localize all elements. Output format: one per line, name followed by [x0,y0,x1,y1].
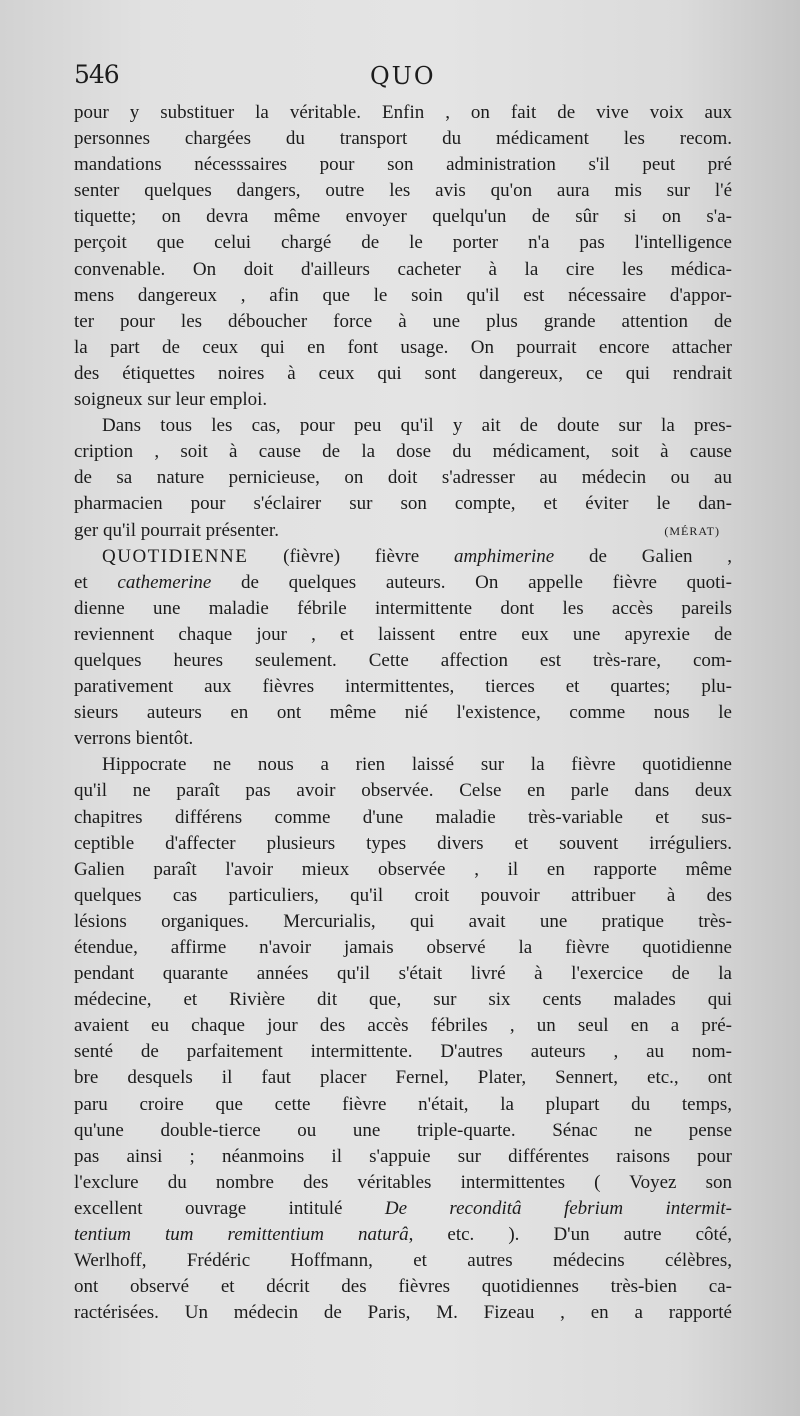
text-line: Galien paraît l'avoir mieux observée , il en rapporte même [74,858,732,880]
italic-title: tentium tum remittentium naturâ [74,1224,409,1246]
text-span: excellent ouvrage intitulé [74,1197,385,1219]
text-line: perçoit que celui chargé de le porter n'a pas l'intelligence [74,232,732,254]
text-line: tiquette; on devra même envoyer quelqu'un de sûr si on s'a- [74,206,732,228]
text-line: quelques cas particuliers, qu'il croit pouvoir attribuer à des [74,884,732,906]
text-line: Dans tous les cas, pour peu qu'il y ait de doute sur la pres- [102,415,732,437]
text-span: de quelques auteurs. On appelle fièvre quoti- [211,571,732,593]
text-line: ont observé et décrit des fièvres quotidiennes très-bien ca- [74,1276,732,1298]
body-text [74,100,732,1326]
text-line: l'exclure du nombre des véritables intermittentes ( Voyez son [74,1171,732,1193]
text-line: qu'une double-tierce ou une triple-quarte. Sénac ne pense [74,1119,732,1141]
text-line: la part de ceux qui en font usage. On pourrait encore attacher [74,336,732,358]
text-line: pharmacien pour s'éclairer sur son compte, et éviter le dan- [74,493,732,515]
text-line: médecine, et Rivière dit que, sur six cents malades qui [74,989,732,1011]
text-span: , etc. ). D'un autre côté, [408,1224,733,1246]
text-line: senté de parfaitement intermittente. D'autres auteurs , au nom- [74,1041,732,1063]
text-line: des étiquettes noires à ceux qui sont dangereux, ce qui rendrait [74,362,732,384]
text-line: chapitres différens comme d'une maladie très-variable et sus- [74,806,732,828]
text-line [74,1196,732,1222]
paragraph-1 [74,100,732,413]
text-line: quelques heures seulement. Cette affection est très-rare, com- [74,649,732,671]
paragraph-4 [74,752,732,1326]
text-line: senter quelques dangers, outre les avis qu'on aura mis sur l'é [74,180,732,202]
page-number: 546 [74,60,119,89]
text-line: ter pour les déboucher force à une plus grande attention de [74,310,732,332]
text-line: avaient eu chaque jour des accès fébriles , un seul en a pré- [74,1015,732,1037]
paragraph-end-text: ger qu'il pourrait présenter. [74,519,279,541]
text-line: cription , soit à cause de la dose du médicament, soit à cause [74,441,732,463]
text-span: de Galien , [554,545,732,567]
text-line: convenable. On doit d'ailleurs cacheter à la cire les médica- [74,258,732,280]
text-line [74,570,732,596]
text-line: sieurs auteurs en ont même nié l'existence, comme nous le [74,702,732,724]
text-line: étendue, affirme n'avoir jamais observé la fièvre quotidienne [74,937,732,958]
text-line: parativement aux fièvres intermittentes, tierces et quartes; plu- [74,676,732,698]
entry-headword: QUOTIDIENNE [102,545,249,567]
text-span: (fièvre) fièvre [248,545,454,567]
text-line: personnes chargées du transport du médicament les recom. [74,128,732,150]
text-line: pour y substituer la véritable. Enfin , on fait de vive voix aux [74,102,732,123]
text-line: qu'il ne paraît pas avoir observée. Celse en parle dans deux [74,780,732,802]
text-line: dienne une maladie fébrile intermittente dont les accès pareils [74,597,732,619]
text-line: bre desquels il faut placer Fernel, Plater, Sennert, etc., ont [74,1067,732,1089]
text-line: Hippocrate ne nous a rien laissé sur la fièvre quotidienne [102,754,732,776]
text-line [74,1222,732,1248]
text-line: Werlhoff, Frédéric Hoffmann, et autres médecins célèbres, [74,1250,732,1272]
text-line: ceptible d'affecter plusieurs types divers et souvent irréguliers. [74,832,732,854]
italic-title: De reconditâ febrium intermit- [384,1197,732,1219]
text-line: lésions organiques. Mercurialis, qui avait une pratique très- [74,910,732,932]
text-line: ractérisées. Un médecin de Paris, M. Fizeau , en a rapporté [74,1302,732,1324]
text-line: de sa nature pernicieuse, on doit s'adresser au médecin ou au [74,467,732,489]
text-span: et [74,571,118,593]
text-line: mens dangereux , afin que le soin qu'il est nécessaire d'appor- [74,284,732,306]
entry-first-line [74,544,732,570]
text-line: pendant quarante années qu'il s'était livré à l'exercice de la [74,963,732,985]
text-line: mandations nécesssaires pour son administration s'il peut pré [74,154,732,176]
page-header [74,60,734,96]
dictionary-entry [74,544,732,753]
text-line [74,518,732,544]
text-line: reviennent chaque jour , et laissent entre eux une apyrexie de [74,623,732,645]
running-head: QUO [370,62,436,90]
italic-term: cathemerine [117,571,212,593]
text-line: verrons bientôt. [74,728,194,750]
text-line: soigneux sur leur emploi. [74,389,268,411]
text-line: paru croire que cette fièvre n'était, la plupart du temps, [74,1093,732,1115]
text-line: pas ainsi ; néanmoins il s'appuie sur différentes raisons pour [74,1145,732,1167]
author-signature: (MÉRAT) [664,523,720,538]
italic-term: amphimerine [453,545,555,567]
paragraph-2 [74,413,732,543]
